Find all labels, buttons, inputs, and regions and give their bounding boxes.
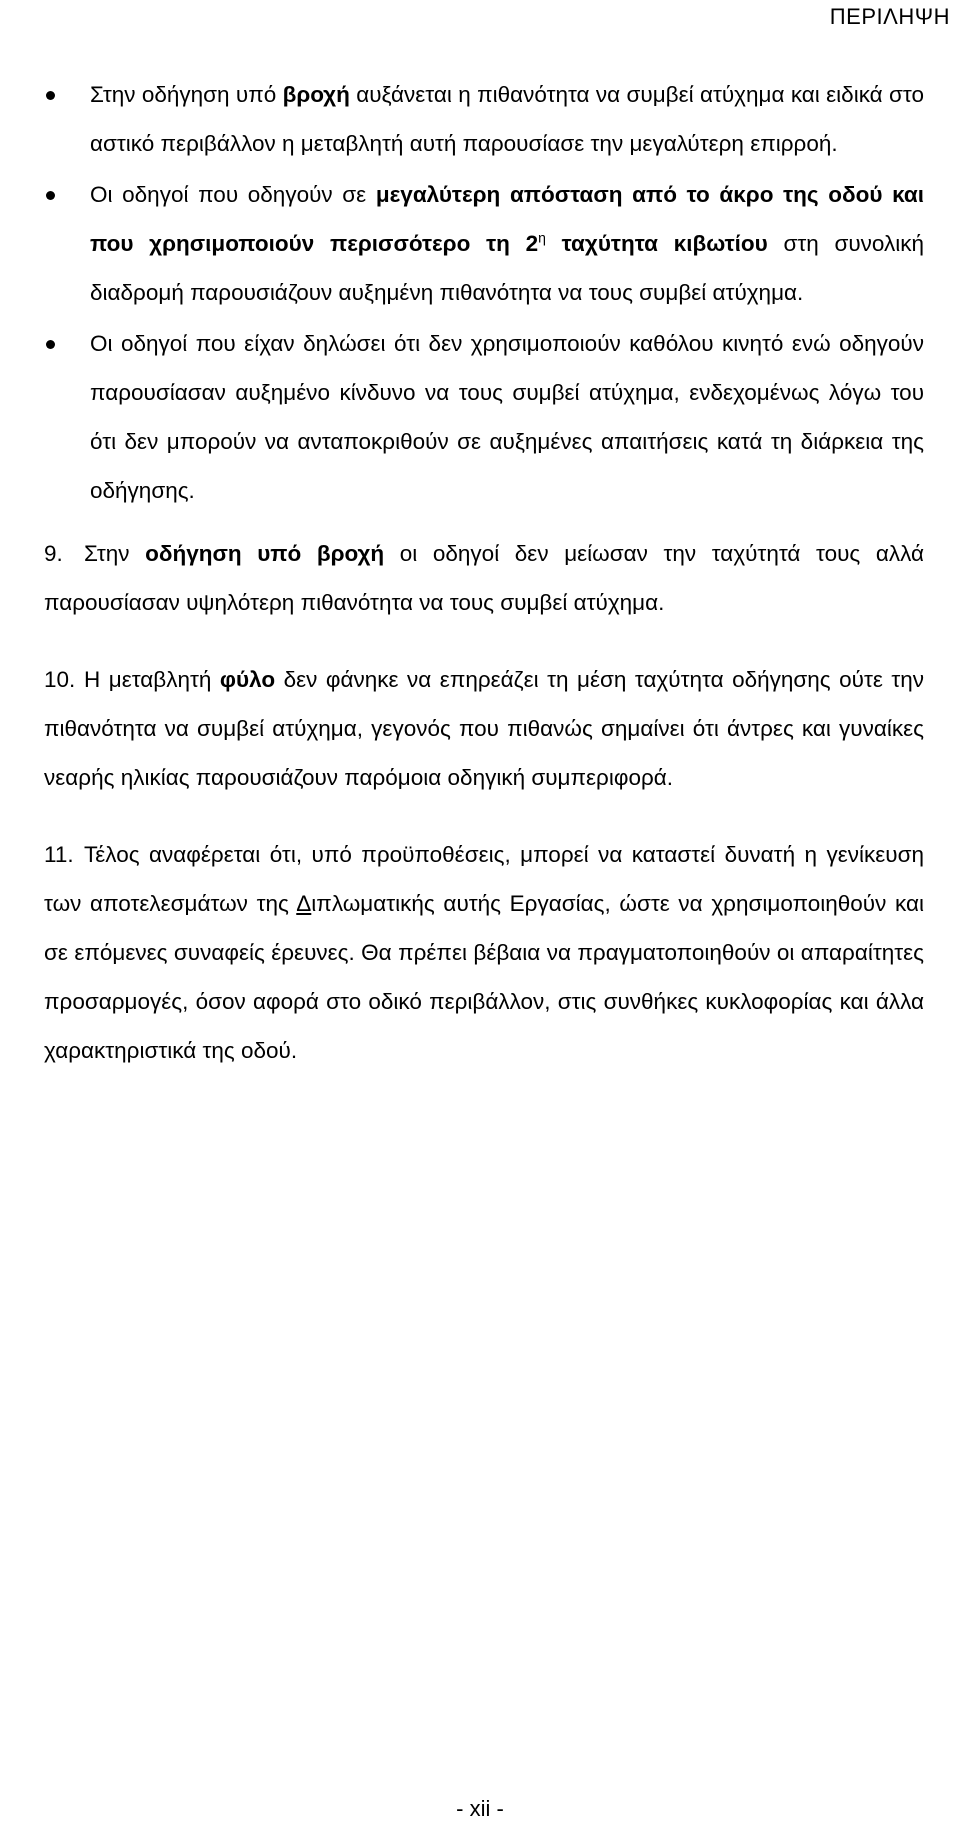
text: Οι οδηγοί που είχαν δηλώσει ότι δεν χρησιμοποιούν καθόλου κινητό ενώ οδηγούν παρουσίασαν αυξημένο κίνδυνο να τους συμβεί ατύχημα, ενδεχομένως λόγω του ότι δεν μπορούν να ανταποκριθούν σε αυξημένες απαιτήσεις κατά τη διάρκεια της οδήγησης. — [90, 331, 924, 503]
bullet-item-mobile — [44, 319, 924, 515]
numbered-list — [44, 529, 924, 1075]
text: Οι οδηγοί που οδηγούν σε — [90, 182, 376, 207]
page-number: - xii - — [456, 1796, 504, 1821]
text: ιπλωματικής αυτής Εργασίας, ώστε να χρησιμοποιηθούν και σε επόμενες συναφείς έρευνες. Θα πρέπει βέβαια να πραγματοποιηθούν οι απαραίτητες προσαρμογές, όσον αφορά στο οδικό περιβάλλον, στις συνθήκες κυκλοφορίας και άλλα χαρακτηριστικά της οδού. — [44, 891, 924, 1063]
text: στη συνολική διαδρομή παρουσιάζουν αυξημένη πιθανότητα να τους συμβεί ατύχημα. — [90, 231, 924, 305]
item-number: 11. — [44, 842, 74, 867]
bold-text: βροχή — [282, 82, 350, 107]
bold-text: οδήγηση υπό βροχή — [145, 541, 385, 566]
superscript: η — [538, 229, 546, 246]
numbered-item-11 — [44, 830, 924, 1075]
text: αυξάνεται η πιθανότητα να συμβεί ατύχημα και ειδικά στο αστικό περιβάλλον η μεταβλητή αυτή παρουσίασε την μεγαλύτερη επιρροή. — [90, 82, 924, 156]
underlined-text: Δ — [296, 891, 312, 916]
item-number: 9. — [44, 541, 63, 566]
bullet-item-distance — [44, 170, 924, 317]
text: οι οδηγοί δεν μείωσαν την ταχύτητά τους αλλά παρουσίασαν υψηλότερη πιθανότητα να τους συμβεί ατύχημα. — [44, 541, 925, 615]
text: Τέλος αναφέρεται ότι, υπό προϋποθέσεις, μπορεί να καταστεί δυνατή η γενίκευση των αποτελεσμάτων της — [44, 842, 924, 916]
bold-text: ταχύτητα κιβωτίου — [545, 231, 768, 256]
bullet-item-rain — [44, 70, 924, 168]
item-number: 10. — [44, 667, 76, 692]
summary-content — [44, 70, 924, 1103]
bullet-list — [44, 70, 924, 515]
bullet-icon — [46, 91, 55, 100]
text: δεν φάνηκε να επηρεάζει τη μέση ταχύτητα οδήγησης ούτε την πιθανότητα να συμβεί ατύχημα, γεγονός που πιθανώς σημαίνει ότι άντρες και γυναίκες νεαρής ηλικίας παρουσιάζουν παρόμοια οδηγική συμπεριφορά. — [44, 667, 925, 790]
text: Η μεταβλητή — [84, 667, 220, 692]
text: Στην — [84, 541, 146, 566]
bold-text: μεγαλύτερη απόσταση από το άκρο της οδού και που χρησιμοποιούν περισσότερο τη 2 — [90, 182, 924, 256]
numbered-item-9 — [44, 529, 924, 627]
bullet-icon — [46, 191, 55, 200]
page-header-title: ΠΕΡΙΛΗΨΗ — [829, 4, 950, 29]
numbered-item-10 — [44, 655, 924, 802]
bullet-icon — [46, 340, 55, 349]
text: Στην οδήγηση υπό — [90, 82, 283, 107]
bold-text: φύλο — [219, 667, 276, 692]
